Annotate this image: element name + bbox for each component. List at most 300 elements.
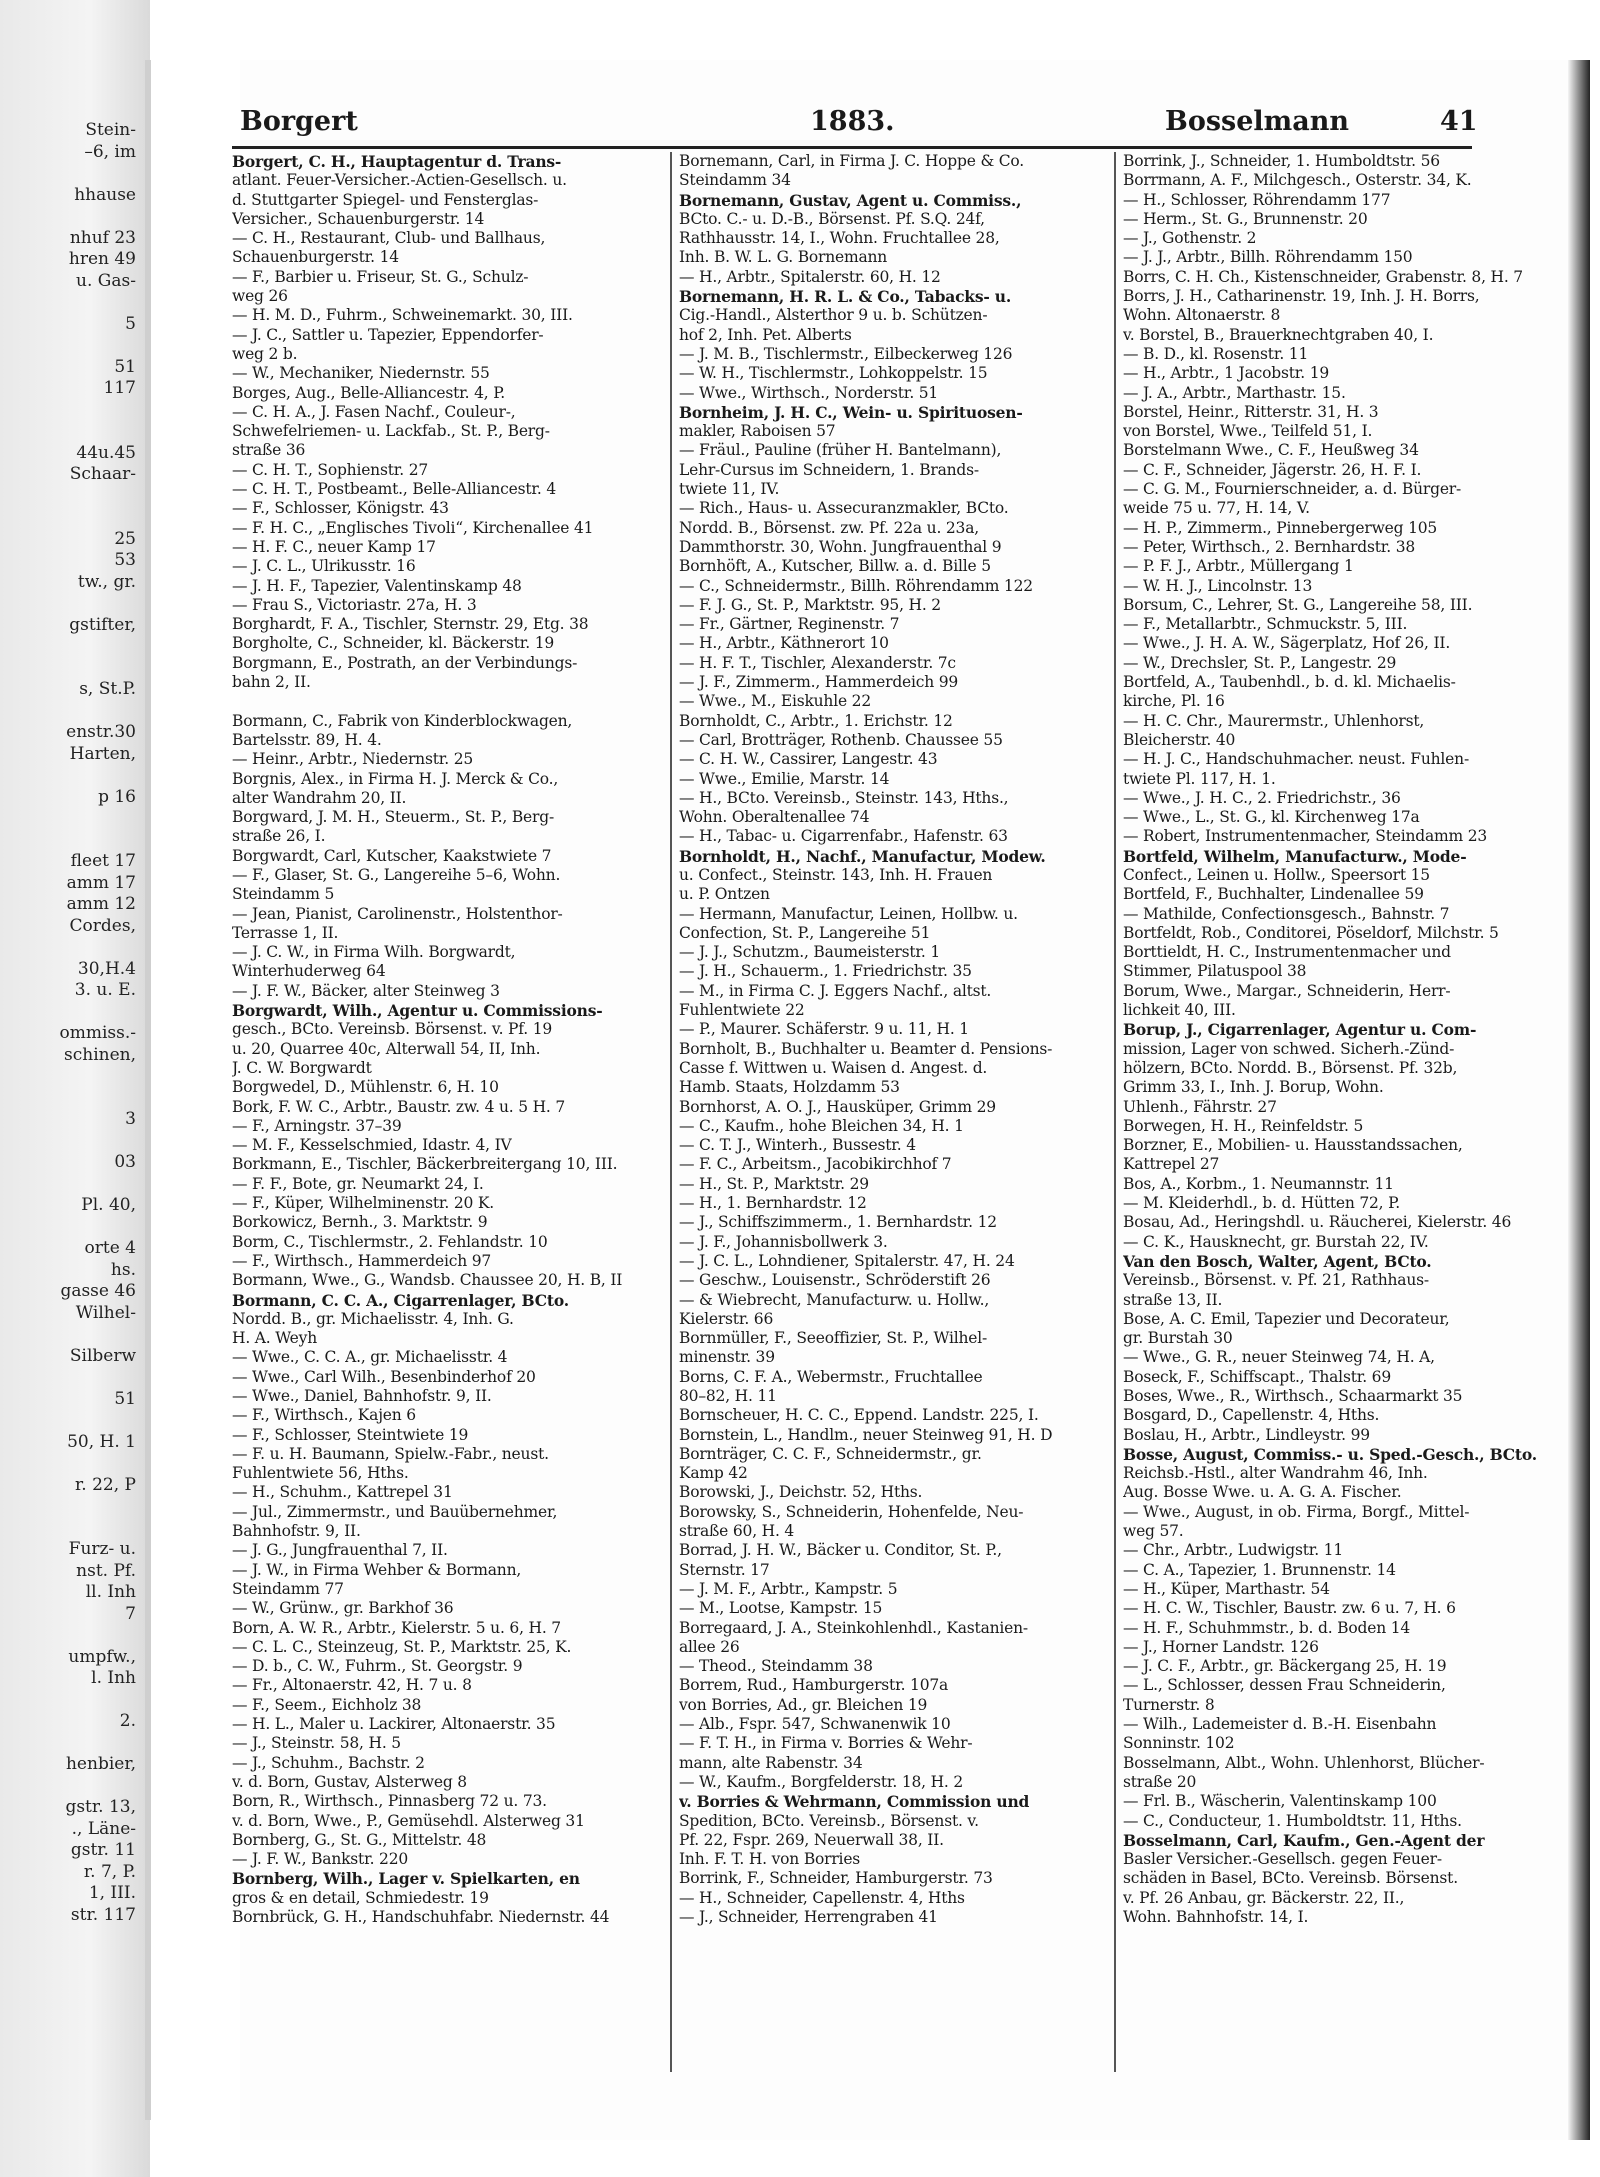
- directory-line: — Carl, Brotträger, Rothenb. Chaussee 55: [679, 730, 1003, 749]
- fragment-line: [0, 1174, 140, 1196]
- directory-line: — F., Metallarbtr., Schmuckstr. 5, III.: [1123, 615, 1408, 634]
- directory-line: — J. F., Johannisbollwerk 3.: [679, 1232, 888, 1251]
- directory-line: — J. H., Schauerm., 1. Friedrichstr. 35: [679, 962, 972, 981]
- directory-line: kirche, Pl. 16: [1123, 692, 1225, 711]
- fragment-line: [0, 1733, 140, 1755]
- fragment-line: p 16: [98, 786, 136, 807]
- directory-line: Bornhöft, A., Kutscher, Billw. a. d. Bille 5: [679, 557, 991, 576]
- fragment-line: str. 117: [70, 1904, 136, 1925]
- directory-line: Borwegen, H. H., Reinfeldstr. 5: [1123, 1116, 1364, 1135]
- directory-line: — C. H. T., Postbeamt., Belle-Alliancestr. 4: [232, 480, 556, 499]
- directory-line: Hamb. Staats, Holzdamm 53: [679, 1078, 900, 1097]
- directory-line: Boses, Wwe., R., Wirthsch., Schaarmarkt 35: [1123, 1387, 1463, 1405]
- directory-line: Borstel, Heinr., Ritterstr. 31, H. 3: [1123, 402, 1379, 421]
- fragment-line: [0, 1496, 140, 1518]
- directory-line: von Borries, Ad., gr. Bleichen 19: [679, 1695, 928, 1714]
- directory-line: Nordd. B., Börsenst. zw. Pf. 22a u. 23a,: [679, 518, 979, 537]
- directory-line: Bosselmann, Albt., Wohn. Uhlenhorst, Blücher-: [1123, 1753, 1485, 1772]
- directory-line: Bleicherstr. 40: [1123, 730, 1236, 749]
- fragment-line: 117: [103, 378, 136, 398]
- fragment-line: fleet 17: [70, 851, 136, 871]
- directory-line: Boslau, H., Arbtr., Lindleystr. 99: [1123, 1425, 1370, 1444]
- directory-line: — Wwe., Daniel, Bahnhofstr. 9, II.: [232, 1387, 492, 1405]
- fragment-line: tw., gr.: [77, 571, 136, 592]
- directory-line: weg 2 b.: [232, 344, 298, 363]
- directory-line: — J. M. B., Tischlermstr., Eilbeckerweg 126: [679, 344, 1013, 363]
- directory-line: — F. T. H., in Firma v. Borries & Wehr-: [679, 1734, 973, 1753]
- directory-line: Borgwardt, Wilh., Agentur u. Commissions-: [232, 1001, 603, 1021]
- directory-line: — J. J., Arbtr., Billh. Röhrendamm 150: [1123, 248, 1413, 267]
- fragment-line: orte 4: [84, 1238, 136, 1258]
- directory-line: v. Pf. 26 Anbau, gr. Bäckerstr. 22, II.,: [1123, 1888, 1405, 1907]
- fragment-line: ll. Inh: [85, 1582, 136, 1602]
- directory-line: atlant. Feuer-Versicher.-Actien-Gesellsch. u.: [232, 171, 567, 190]
- directory-line: Sternstr. 17: [679, 1560, 770, 1579]
- directory-line: — D. b., C. W., Fuhrm., St. Georgstr. 9: [232, 1657, 523, 1676]
- directory-line: — C. F., Schneider, Jägerstr. 26, H. F. I.: [1123, 460, 1422, 479]
- fragment-line: henbier,: [65, 1754, 136, 1774]
- fragment-line: 44u.45: [76, 442, 136, 463]
- fragment-line: [0, 1131, 140, 1153]
- directory-line: — H., 1. Bernhardstr. 12: [679, 1194, 867, 1213]
- fragment-line: [0, 335, 140, 357]
- directory-line: — J., Schuhm., Bachstr. 2: [232, 1753, 425, 1772]
- directory-line: — F., Schlosser, Steintwiete 19: [232, 1425, 469, 1444]
- fragment-line: nst. Pf.: [76, 1560, 136, 1581]
- directory-line: Borowski, J., Deichstr. 52, Hths.: [679, 1483, 923, 1502]
- fragment-line: hren 49: [68, 249, 136, 269]
- header-first-entry: Borgert: [240, 106, 358, 137]
- directory-line: — H., Schuhm., Kattrepel 31: [232, 1483, 453, 1502]
- directory-line: straße 36: [232, 441, 306, 460]
- directory-line: — C. G. M., Fournierschneider, a. d. Bürger-: [1123, 480, 1462, 499]
- directory-line: — Theod., Steindamm 38: [679, 1657, 873, 1676]
- directory-line: — F. H. C., „Englisches Tivoli“, Kirchenallee 41: [232, 518, 594, 537]
- directory-line: — J. M. F., Arbtr., Kampstr. 5: [679, 1579, 898, 1598]
- directory-line: — M. F., Kesselschmied, Idastr. 4, IV: [232, 1136, 512, 1155]
- directory-line: — J. G., Jungfrauenthal 7, II.: [232, 1541, 448, 1560]
- directory-line: 80–82, H. 11: [679, 1387, 777, 1405]
- directory-line: Borttieldt, H. C., Instrumentenmacher und: [1123, 943, 1451, 962]
- directory-line: Bornstein, L., Handlm., neuer Steinweg 91, H. D: [679, 1425, 1053, 1444]
- directory-line: Inh. B. W. L. G. Bornemann: [679, 248, 888, 267]
- fragment-line: –6, im: [84, 141, 136, 162]
- directory-line: lichkeit 40, III.: [1123, 1001, 1236, 1020]
- fragment-line: [0, 206, 140, 228]
- directory-line: Steindamm 5: [232, 885, 335, 904]
- directory-line: — M. Kleiderhdl., b. d. Hütten 72, P.: [1123, 1194, 1400, 1213]
- fragment-line: [0, 1518, 140, 1540]
- directory-line: Kielerstr. 66: [679, 1309, 774, 1328]
- directory-line: Reichsb.-Hstl., alter Wandrahm 46, Inh.: [1123, 1464, 1428, 1483]
- directory-line: — J. H. F., Tapezier, Valentinskamp 48: [232, 576, 522, 595]
- fragment-line: r. 22, P: [75, 1474, 136, 1495]
- directory-line: — Wwe., G. R., neuer Steinweg 74, H. A,: [1123, 1348, 1435, 1367]
- directory-line: Bornbrück, G. H., Handschuhfabr. Niedernstr. 44: [232, 1908, 610, 1927]
- directory-line: Borkowicz, Bernh., 3. Marktstr. 9: [232, 1213, 488, 1232]
- directory-line: — H. C. Chr., Maurermstr., Uhlenhorst,: [1123, 711, 1425, 730]
- fragment-line: Silberw: [69, 1345, 136, 1366]
- fragment-line: [0, 1367, 140, 1389]
- fragment-line: umpfw.,: [68, 1646, 136, 1667]
- directory-line: Borm, C., Tischlermstr., 2. Fehlandstr. 10: [232, 1232, 548, 1251]
- directory-line: — C. H. T., Sophienstr. 27: [232, 460, 429, 479]
- directory-line: Fuhlentwiete 56, Hths.: [232, 1464, 409, 1483]
- directory-line: — Wilh., Lademeister d. B.-H. Eisenbahn: [1123, 1715, 1437, 1734]
- directory-line: Borns, C. F. A., Webermstr., Fruchtallee: [679, 1367, 983, 1386]
- fragment-line: Stein-: [85, 120, 136, 140]
- directory-line: hof 2, Inh. Pet. Alberts: [679, 325, 852, 344]
- fragment-line: gstr. 13,: [65, 1797, 136, 1817]
- directory-line: — H. M. D., Fuhrm., Schweinemarkt. 30, III.: [232, 306, 573, 325]
- directory-line: bahn 2, II.: [232, 673, 311, 692]
- directory-line: — F., Barbier u. Friseur, St. G., Schulz-: [232, 267, 529, 286]
- directory-line: Dammthorstr. 30, Wohn. Jungfrauenthal 9: [679, 537, 1002, 556]
- directory-line: Rathhausstr. 14, I., Wohn. Fruchtallee 28,: [679, 229, 1000, 248]
- directory-line: Bosse, August, Commiss.- u. Sped.-Gesch., BCto.: [1123, 1444, 1537, 1464]
- directory-line: Bornholt, B., Buchhalter u. Beamter d. Pensions-: [679, 1039, 1053, 1058]
- directory-line: — Wwe., L., St. G., kl. Kirchenweg 17a: [1123, 808, 1420, 827]
- fragment-line: [0, 163, 140, 185]
- directory-line: schäden in Basel, BCto. Vereinsb. Börsenst.: [1123, 1869, 1458, 1888]
- directory-line: Bork, F. W. C., Arbtr., Baustr. zw. 4 u. 5 H. 7: [232, 1097, 566, 1116]
- fragment-line: 53: [114, 550, 136, 570]
- directory-line: — Frl. B., Wäscherin, Valentinskamp 100: [1123, 1792, 1437, 1811]
- directory-line: Kattrepel 27: [1123, 1155, 1220, 1174]
- directory-line: — Fräul., Pauline (früher H. Bantelmann),: [679, 441, 1002, 460]
- directory-line: — & Wiebrecht, Manufacturw. u. Hollw.,: [679, 1290, 990, 1309]
- directory-line: straße 26, I.: [232, 827, 326, 846]
- fragment-line: 5: [125, 313, 136, 334]
- fragment-line: [0, 1002, 140, 1024]
- directory-line: — C. H., Restaurant, Club- und Ballhaus,: [232, 229, 546, 248]
- directory-line: — H. C. W., Tischler, Baustr. zw. 6 u. 7, H. 6: [1123, 1599, 1456, 1618]
- directory-line: Wohn. Bahnhofstr. 14, I.: [1123, 1908, 1309, 1927]
- book-gutter: [145, 60, 151, 2120]
- directory-line: Bosau, Ad., Heringshdl. u. Räucherei, Kielerstr. 46: [1123, 1213, 1512, 1232]
- directory-line: Bormann, C. C. A., Cigarrenlager, BCto.: [232, 1290, 569, 1310]
- fragment-line: s, St.P.: [79, 679, 136, 699]
- fragment-line: [0, 658, 140, 680]
- directory-line: — J. J., Schutzm., Baumeisterstr. 1: [679, 943, 941, 962]
- directory-line: — Rich., Haus- u. Assecuranzmakler, BCto.: [679, 499, 1009, 518]
- directory-line: Borrink, F., Schneider, Hamburgerstr. 73: [679, 1869, 993, 1888]
- directory-line: Bahnhofstr. 9, II.: [232, 1522, 361, 1541]
- directory-line: — P., Maurer. Schäferstr. 9 u. 11, H. 1: [679, 1020, 969, 1039]
- directory-line: — W., Kaufm., Borgfelderstr. 18, H. 2: [679, 1772, 964, 1791]
- directory-line: Pf. 22, Fspr. 269, Neuerwall 38, II.: [679, 1830, 944, 1849]
- directory-line: — H., BCto. Vereinsb., Steinstr. 143, Hths.,: [679, 788, 1009, 807]
- header-rule: [232, 146, 1472, 149]
- fragment-line: [0, 1217, 140, 1239]
- fragment-line: 03: [114, 1152, 136, 1172]
- fragment-line: 51: [114, 1388, 136, 1409]
- directory-line: Bornemann, Carl, in Firma J. C. Hoppe & Co.: [679, 152, 1025, 170]
- directory-line: Aug. Bosse Wwe. u. A. G. A. Fischer.: [1123, 1483, 1402, 1502]
- directory-line: Bornheim, J. H. C., Wein- u. Spirituosen-: [679, 402, 1023, 422]
- directory-line: alter Wandrahm 20, II.: [232, 788, 407, 807]
- directory-line: — W. H. J., Lincolnstr. 13: [1123, 576, 1313, 595]
- directory-line: Borup, J., Cigarrenlager, Agentur u. Com-: [1123, 1020, 1477, 1040]
- directory-line: — L., Schlosser, dessen Frau Schneiderin,: [1123, 1676, 1446, 1695]
- directory-line: Stimmer, Pilatuspool 38: [1123, 962, 1307, 981]
- directory-line: — F. C., Arbeitsm., Jacobikirchhof 7: [679, 1155, 952, 1174]
- directory-line: — H., Arbtr., Spitalerstr. 60, H. 12: [679, 267, 941, 286]
- column-3: [1123, 152, 1555, 2072]
- directory-line: — F. u. H. Baumann, Spielw.-Fabr., neust.: [232, 1444, 549, 1463]
- directory-line: — M., in Firma C. J. Eggers Nachf., altst.: [679, 981, 992, 1000]
- directory-line: — C. A., Tapezier, 1. Brunnenstr. 14: [1123, 1560, 1396, 1579]
- fragment-line: 3. u. E.: [74, 980, 136, 1000]
- fragment-line: [0, 400, 140, 422]
- fragment-line: Furz- u.: [68, 1539, 136, 1559]
- directory-line: Fuhlentwiete 22: [679, 1001, 805, 1020]
- directory-line: Borgwardt, Carl, Kutscher, Kaakstwiete 7: [232, 846, 552, 865]
- directory-line: Steindamm 77: [232, 1579, 344, 1598]
- directory-line: — W., Mechaniker, Niedernstr. 55: [232, 364, 490, 383]
- directory-line: Bormann, Wwe., G., Wandsb. Chaussee 20, H. B, II: [232, 1271, 623, 1290]
- fragment-line: [0, 808, 140, 830]
- fragment-line: Pl. 40,: [81, 1195, 136, 1215]
- directory-line: — F., Seem., Eichholz 38: [232, 1695, 422, 1714]
- directory-line: allee 26: [679, 1637, 740, 1656]
- directory-line: — Wwe., Emilie, Marstr. 14: [679, 769, 890, 788]
- directory-line: Casse f. Wittwen u. Waisen d. Angest. d.: [679, 1058, 988, 1077]
- directory-line: Confection, St. P., Langereihe 51: [679, 923, 931, 942]
- directory-line: — P. F. J., Arbtr., Müllergang 1: [1123, 557, 1354, 576]
- fragment-line: 30,H.4: [77, 958, 136, 979]
- directory-line: Borgward, J. M. H., Steuerm., St. P., Berg-: [232, 808, 555, 827]
- directory-line: — J., Horner Landstr. 126: [1123, 1637, 1319, 1656]
- directory-line: Versicher., Schauenburgerstr. 14: [232, 209, 485, 228]
- directory-line: — Mathilde, Confectionsgesch., Bahnstr. 7: [1123, 904, 1450, 923]
- directory-line: — C., Conducteur, 1. Humboldtstr. 11, Hths.: [1123, 1811, 1462, 1830]
- fragment-line: l. Inh: [91, 1668, 136, 1688]
- directory-line: Borzner, E., Mobilien- u. Hausstandssachen,: [1123, 1136, 1463, 1155]
- directory-line: Borges, Aug., Belle-Alliancestr. 4, P.: [232, 383, 506, 402]
- directory-line: — H. F., Schuhmmstr., b. d. Boden 14: [1123, 1618, 1411, 1637]
- directory-line: Terrasse 1, II.: [232, 923, 339, 942]
- directory-line: Bos, A., Korbm., 1. Neumannstr. 11: [1123, 1174, 1394, 1193]
- directory-line: v. d. Born, Gustav, Alsterweg 8: [232, 1772, 467, 1791]
- directory-line: — Jean, Pianist, Carolinenstr., Holstenthor-: [232, 904, 563, 923]
- fragment-line: [0, 937, 140, 959]
- fragment-line: [0, 636, 140, 658]
- fragment-line: 51: [114, 356, 136, 377]
- directory-line: u. 20, Quarree 40c, Alterwall 54, II, Inh.: [232, 1039, 541, 1058]
- directory-line: — J. F. W., Bäcker, alter Steinweg 3: [232, 981, 500, 1000]
- directory-line: — H., Arbtr., 1 Jacobstr. 19: [1123, 364, 1330, 383]
- fragment-line: 25: [114, 528, 136, 549]
- directory-line: Bormann, C., Fabrik von Kinderblockwagen,: [232, 711, 573, 730]
- fragment-line: u. Gas-: [76, 270, 136, 291]
- directory-line: v. Borstel, B., Brauerknechtgraben 40, I.: [1123, 325, 1434, 344]
- directory-line: Winterhuderweg 64: [232, 962, 386, 981]
- directory-line: — F., Schlosser, Königstr. 43: [232, 499, 449, 518]
- directory-line: — J. F. W., Bankstr. 220: [232, 1850, 409, 1869]
- fragment-line: [0, 593, 140, 615]
- directory-line: Lehr-Cursus im Schneidern, 1. Brands-: [679, 460, 979, 479]
- directory-line: — C. K., Hausknecht, gr. Burstah 22, IV.: [1123, 1232, 1429, 1251]
- directory-line: straße 13, II.: [1123, 1290, 1223, 1309]
- directory-line: Bornemann, H. R. L. & Co., Tabacks- u.: [679, 287, 1012, 307]
- directory-line: Borsum, C., Lehrer, St. G., Langereihe 58, III.: [1123, 595, 1473, 614]
- directory-line: — M., Lootse, Kampstr. 15: [679, 1599, 883, 1618]
- directory-line: — J., Schiffszimmerm., 1. Bernhardstr. 12: [679, 1213, 997, 1232]
- directory-line: Borrs, C. H. Ch., Kistenschneider, Grabenstr. 8, H. 7: [1123, 267, 1523, 286]
- fragment-line: [0, 1453, 140, 1475]
- directory-line: — J. C. F., Arbtr., gr. Bäckergang 25, H. 19: [1123, 1657, 1447, 1676]
- fragment-line: Schaar-: [69, 464, 136, 484]
- directory-line: — C. T. J., Winterh., Bussestr. 4: [679, 1136, 916, 1155]
- directory-line: Steindamm 34: [679, 171, 791, 190]
- header-year: 1883.: [810, 106, 895, 137]
- directory-line: Uhlenh., Fährstr. 27: [1123, 1097, 1277, 1116]
- directory-line: Wohn. Altonaerstr. 8: [1123, 306, 1281, 325]
- directory-line: Born, A. W. R., Arbtr., Kielerstr. 5 u. 6, H. 7: [232, 1618, 561, 1637]
- directory-line: — C. H. A., J. Fasen Nachf., Couleur-,: [232, 402, 516, 421]
- directory-line: — W., Drechsler, St. P., Langestr. 29: [1123, 653, 1397, 672]
- directory-line: — H., Schneider, Capellenstr. 4, Hths: [679, 1888, 965, 1907]
- fragment-line: amm 17: [66, 872, 136, 893]
- directory-line: mann, alte Rabenstr. 34: [679, 1753, 863, 1772]
- fragment-line: 1, III.: [88, 1883, 136, 1903]
- directory-line: Spedition, BCto. Vereinsb., Börsenst. v.: [679, 1811, 979, 1830]
- directory-line: — C., Kaufm., hohe Bleichen 34, H. 1: [679, 1116, 964, 1135]
- directory-line: gesch., BCto. Vereinsb. Börsenst. v. Pf. 19: [232, 1020, 553, 1039]
- directory-line: — H., Tabac- u. Cigarrenfabr., Hafenstr. 63: [679, 827, 1008, 846]
- directory-line: — Wwe., Carl Wilh., Besenbinderhof 20: [232, 1367, 536, 1386]
- fragment-line: [0, 830, 140, 852]
- directory-line: Borrem, Rud., Hamburgerstr. 107a: [679, 1676, 949, 1695]
- directory-line: Bosgard, D., Capellenstr. 4, Hths.: [1123, 1406, 1380, 1425]
- column-divider: [1114, 152, 1116, 2072]
- fragment-line: gstifter,: [69, 614, 136, 635]
- fragment-line: 2.: [119, 1711, 136, 1731]
- fragment-line: schinen,: [64, 1044, 136, 1065]
- directory-line: Borgmann, E., Postrath, an der Verbindungs-: [232, 653, 578, 672]
- column-1: [232, 152, 664, 2072]
- directory-line: — J. C. W., in Firma Wilh. Borgwardt,: [232, 943, 516, 962]
- directory-line: makler, Raboisen 57: [679, 422, 836, 441]
- directory-line: Sonninstr. 102: [1123, 1734, 1235, 1753]
- directory-line: — J. F., Zimmerm., Hammerdeich 99: [679, 673, 959, 692]
- fragment-line: nhuf 23: [69, 227, 136, 248]
- directory-line: — C. H. W., Cassirer, Langestr. 43: [679, 750, 938, 769]
- fragment-line: hs.: [110, 1259, 136, 1280]
- directory-line: Borowsky, S., Schneiderin, Hohenfelde, Neu-: [679, 1502, 1024, 1521]
- directory-line: — Herm., St. G., Brunnenstr. 20: [1123, 209, 1368, 228]
- directory-line: Bortfeld, A., Taubenhdl., b. d. kl. Michaelis-: [1123, 673, 1456, 692]
- directory-line: — H., Arbtr., Käthnerort 10: [679, 634, 889, 653]
- directory-line: Cig.-Handl., Alsterthor 9 u. b. Schützen-: [679, 306, 988, 325]
- fragment-line: 50, H. 1: [67, 1431, 136, 1452]
- fragment-line: [0, 701, 140, 723]
- directory-line: weg 26: [232, 287, 288, 306]
- directory-line: — Wwe., J. H. A. W., Sägerplatz, Hof 26, II.: [1123, 634, 1451, 653]
- directory-line: Bornemann, Gustav, Agent u. Commiss.,: [679, 190, 1022, 210]
- directory-line: twiete 11, IV.: [679, 480, 780, 499]
- fragment-line: gasse 46: [60, 1281, 136, 1301]
- directory-line: — F., Wirthsch., Kajen 6: [232, 1406, 416, 1425]
- directory-line: Turnerstr. 8: [1123, 1695, 1215, 1714]
- directory-line: — J., Gothenstr. 2: [1123, 229, 1257, 248]
- fragment-line: [0, 1066, 140, 1088]
- directory-line: — F., Wirthsch., Hammerdeich 97: [232, 1251, 492, 1270]
- directory-line: — Geschw., Louisenstr., Schröderstift 26: [679, 1271, 991, 1290]
- directory-line: — Robert, Instrumentenmacher, Steindamm 23: [1123, 827, 1488, 846]
- directory-line: Borkmann, E., Tischler, Bäckerbreitergang 10, III.: [232, 1155, 618, 1174]
- directory-line: Bosselmann, Carl, Kaufm., Gen.-Agent der: [1123, 1830, 1485, 1850]
- directory-line: weg 57.: [1123, 1522, 1184, 1541]
- page-edge-shadow: [1568, 60, 1590, 2140]
- directory-line: Bornberg, Wilh., Lager v. Spielkarten, en: [232, 1869, 580, 1889]
- directory-line: — B. D., kl. Rosenstr. 11: [1123, 344, 1309, 363]
- fragment-line: 3: [125, 1109, 136, 1129]
- directory-line: Van den Bosch, Walter, Agent, BCto.: [1123, 1251, 1432, 1271]
- directory-line: Kamp 42: [679, 1464, 748, 1483]
- directory-line: J. C. W. Borgwardt: [232, 1058, 372, 1077]
- directory-line: Bortfeldt, Rob., Conditorei, Pöseldorf, Milchstr. 5: [1123, 923, 1499, 942]
- fragment-line: Cordes,: [69, 915, 136, 936]
- fragment-line: [0, 1088, 140, 1110]
- directory-line: — J. C., Sattler u. Tapezier, Eppendorfer-: [232, 325, 544, 344]
- directory-line: straße 20: [1123, 1772, 1197, 1791]
- directory-line: H. A. Weyh: [232, 1329, 317, 1348]
- directory-line: [232, 692, 664, 711]
- directory-line: Borghardt, F. A., Tischler, Sternstr. 29, Etg. 38: [232, 615, 589, 634]
- column-divider: [670, 152, 672, 2072]
- directory-line: Borstelmann Wwe., C. F., Heußweg 34: [1123, 441, 1419, 460]
- directory-line: — H. J. C., Handschuhmacher. neust. Fuhlen-: [1123, 750, 1469, 769]
- fragment-line: amm 12: [66, 894, 136, 914]
- directory-line: — F., Küper, Wilhelminenstr. 20 K.: [232, 1194, 495, 1213]
- directory-line: Bortfeld, F., Buchhalter, Lindenallee 59: [1123, 885, 1424, 904]
- directory-line: — Wwe., C. C. A., gr. Michaelisstr. 4: [232, 1348, 508, 1367]
- directory-line: Schwefelriemen- u. Lackfab., St. P., Berg-: [232, 422, 550, 441]
- directory-line: — F., Glaser, St. G., Langereihe 5–6, Wohn.: [232, 865, 561, 884]
- directory-line: — J., Schneider, Herrengraben 41: [679, 1908, 938, 1927]
- fragment-line: 7: [125, 1603, 136, 1624]
- directory-line: Bornträger, C. C. F., Schneidermstr., gr.: [679, 1444, 982, 1463]
- directory-line: u. P. Ontzen: [679, 885, 770, 904]
- directory-line: twiete Pl. 117, H. 1.: [1123, 769, 1276, 788]
- directory-line: — F. F., Bote, gr. Neumarkt 24, I.: [232, 1174, 484, 1193]
- header-last-entry: Bosselmann: [1165, 106, 1349, 137]
- directory-line: — Wwe., August, in ob. Firma, Borgf., Mittel-: [1123, 1502, 1470, 1521]
- directory-line: minenstr. 39: [679, 1348, 775, 1367]
- directory-line: v. d. Born, Wwe., P., Gemüsehdl. Alsterweg 31: [232, 1811, 585, 1830]
- directory-line: Wohn. Oberaltenallee 74: [679, 808, 870, 827]
- directory-line: Basler Versicher.-Gesellsch. gegen Feuer-: [1123, 1850, 1442, 1869]
- directory-line: Borrs, J. H., Catharinenstr. 19, Inh. J. H. Borrs,: [1123, 287, 1480, 306]
- directory-line: Boseck, F., Schiffscapt., Thalstr. 69: [1123, 1367, 1392, 1386]
- directory-line: Borrad, J. H. W., Bäcker u. Conditor, St. P.,: [679, 1541, 1002, 1560]
- directory-line: — H. P., Zimmerm., Pinnebergerweg 105: [1123, 518, 1438, 537]
- directory-page: [232, 60, 1590, 2140]
- fragment-line: [0, 292, 140, 314]
- directory-line: — H. F. T., Tischler, Alexanderstr. 7c: [679, 653, 956, 672]
- fragment-line: [0, 421, 140, 443]
- directory-line: Borum, Wwe., Margar., Schneiderin, Herr-: [1123, 981, 1451, 1000]
- directory-line: Borgholte, C., Schneider, kl. Bäckerstr. 19: [232, 634, 555, 653]
- directory-line: Borgert, C. H., Hauptagentur d. Trans-: [232, 152, 562, 171]
- directory-line: mission, Lager von schwed. Sicherh.-Zünd-: [1123, 1039, 1455, 1058]
- directory-line: d. Stuttgarter Spiegel- und Fensterglas-: [232, 190, 539, 209]
- directory-line: Borregaard, J. A., Steinkohlenhdl., Kastanien-: [679, 1618, 1028, 1637]
- directory-line: Bornmüller, F., Seeoffizier, St. P., Wilhel-: [679, 1329, 988, 1348]
- directory-line: — H. L., Maler u. Lackirer, Altonaerstr. 35: [232, 1715, 556, 1734]
